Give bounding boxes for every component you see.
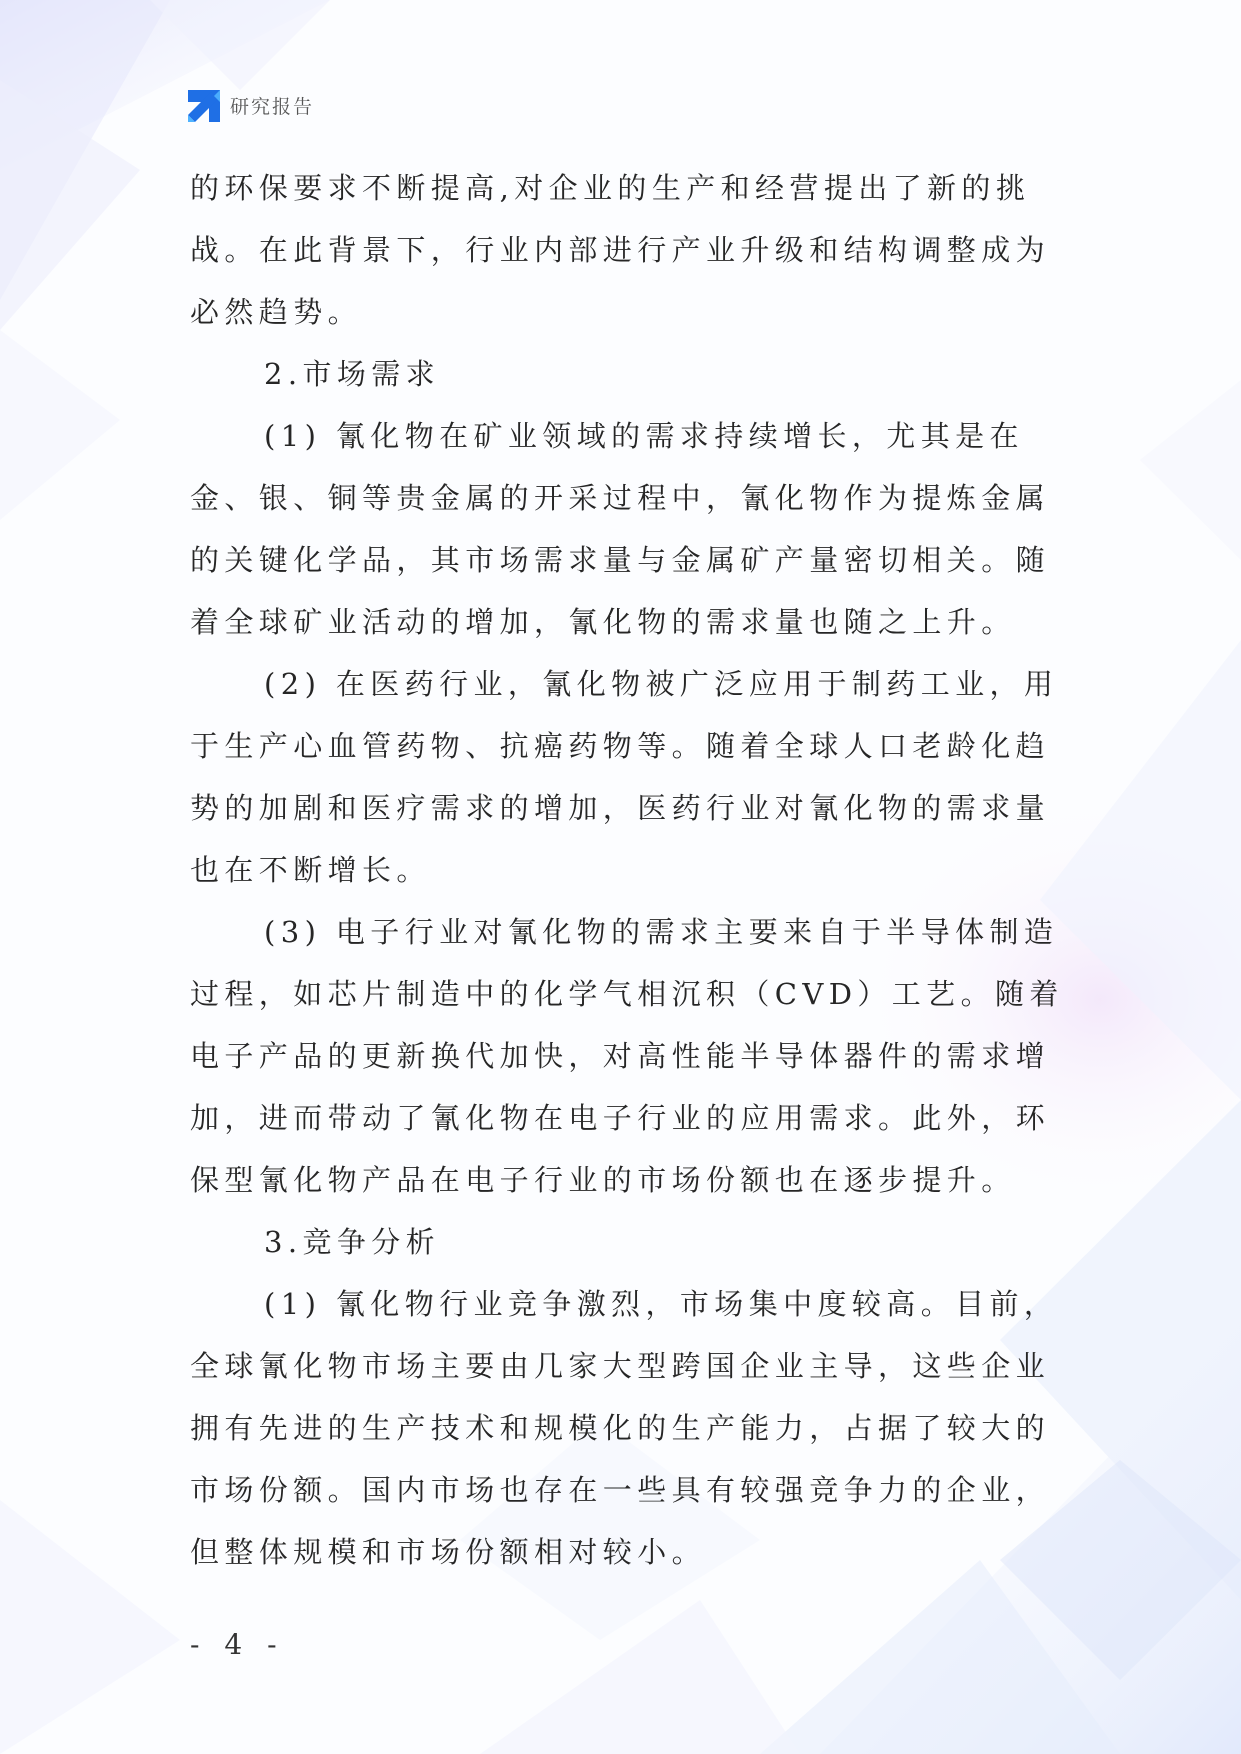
header-title: 研究报告	[230, 95, 315, 118]
document-body	[190, 157, 1070, 1583]
paragraph-mining-demand: (1) 氰化物在矿业领域的需求持续增长，尤其是在金、银、铜等贵金属的开采过程中，氰化物作为提炼金属的关键化学品，其市场需求量与金属矿产量密切相关。随着全球矿业活动的增加，氰化物的需求量也随之上升。	[190, 419, 1051, 639]
arrow-logo-icon	[188, 88, 222, 122]
paragraph-competition: (1) 氰化物行业竞争激烈，市场集中度较高。目前，全球氰化物市场主要由几家大型跨国企业主导，这些企业拥有先进的生产技术和规模化的生产能力，占据了较大的市场份额。国内市场也存在一些具有较强竞争力的企业，但整体规模和市场份额相对较小。	[190, 1287, 1059, 1569]
paragraph-environmental: 的环保要求不断提高,对企业的生产和经营提出了新的挑战。在此背景下，行业内部进行产业升级和结构调整成为必然趋势。	[190, 171, 1051, 329]
section-heading-market-demand: 2.市场需求	[264, 357, 441, 391]
paragraph-electronics-demand: (3) 电子行业对氰化物的需求主要来自于半导体制造过程，如芯片制造中的化学气相沉积（CVD）工艺。随着电子产品的更新换代加快，对高性能半导体器件的需求增加，进而带动了氰化物在电子行业的应用需求。此外，环保型氰化物产品在电子行业的市场份额也在逐步提升。	[190, 915, 1064, 1197]
section-heading-competition: 3.竞争分析	[264, 1225, 441, 1259]
page-number: - 4 -	[190, 1628, 285, 1661]
paragraph-pharma-demand: (2) 在医药行业，氰化物被广泛应用于制药工业，用于生产心血管药物、抗癌药物等。随着全球人口老龄化趋势的加剧和医疗需求的增加，医药行业对氰化物的需求量也在不断增长。	[190, 667, 1059, 887]
report-header	[188, 88, 314, 122]
